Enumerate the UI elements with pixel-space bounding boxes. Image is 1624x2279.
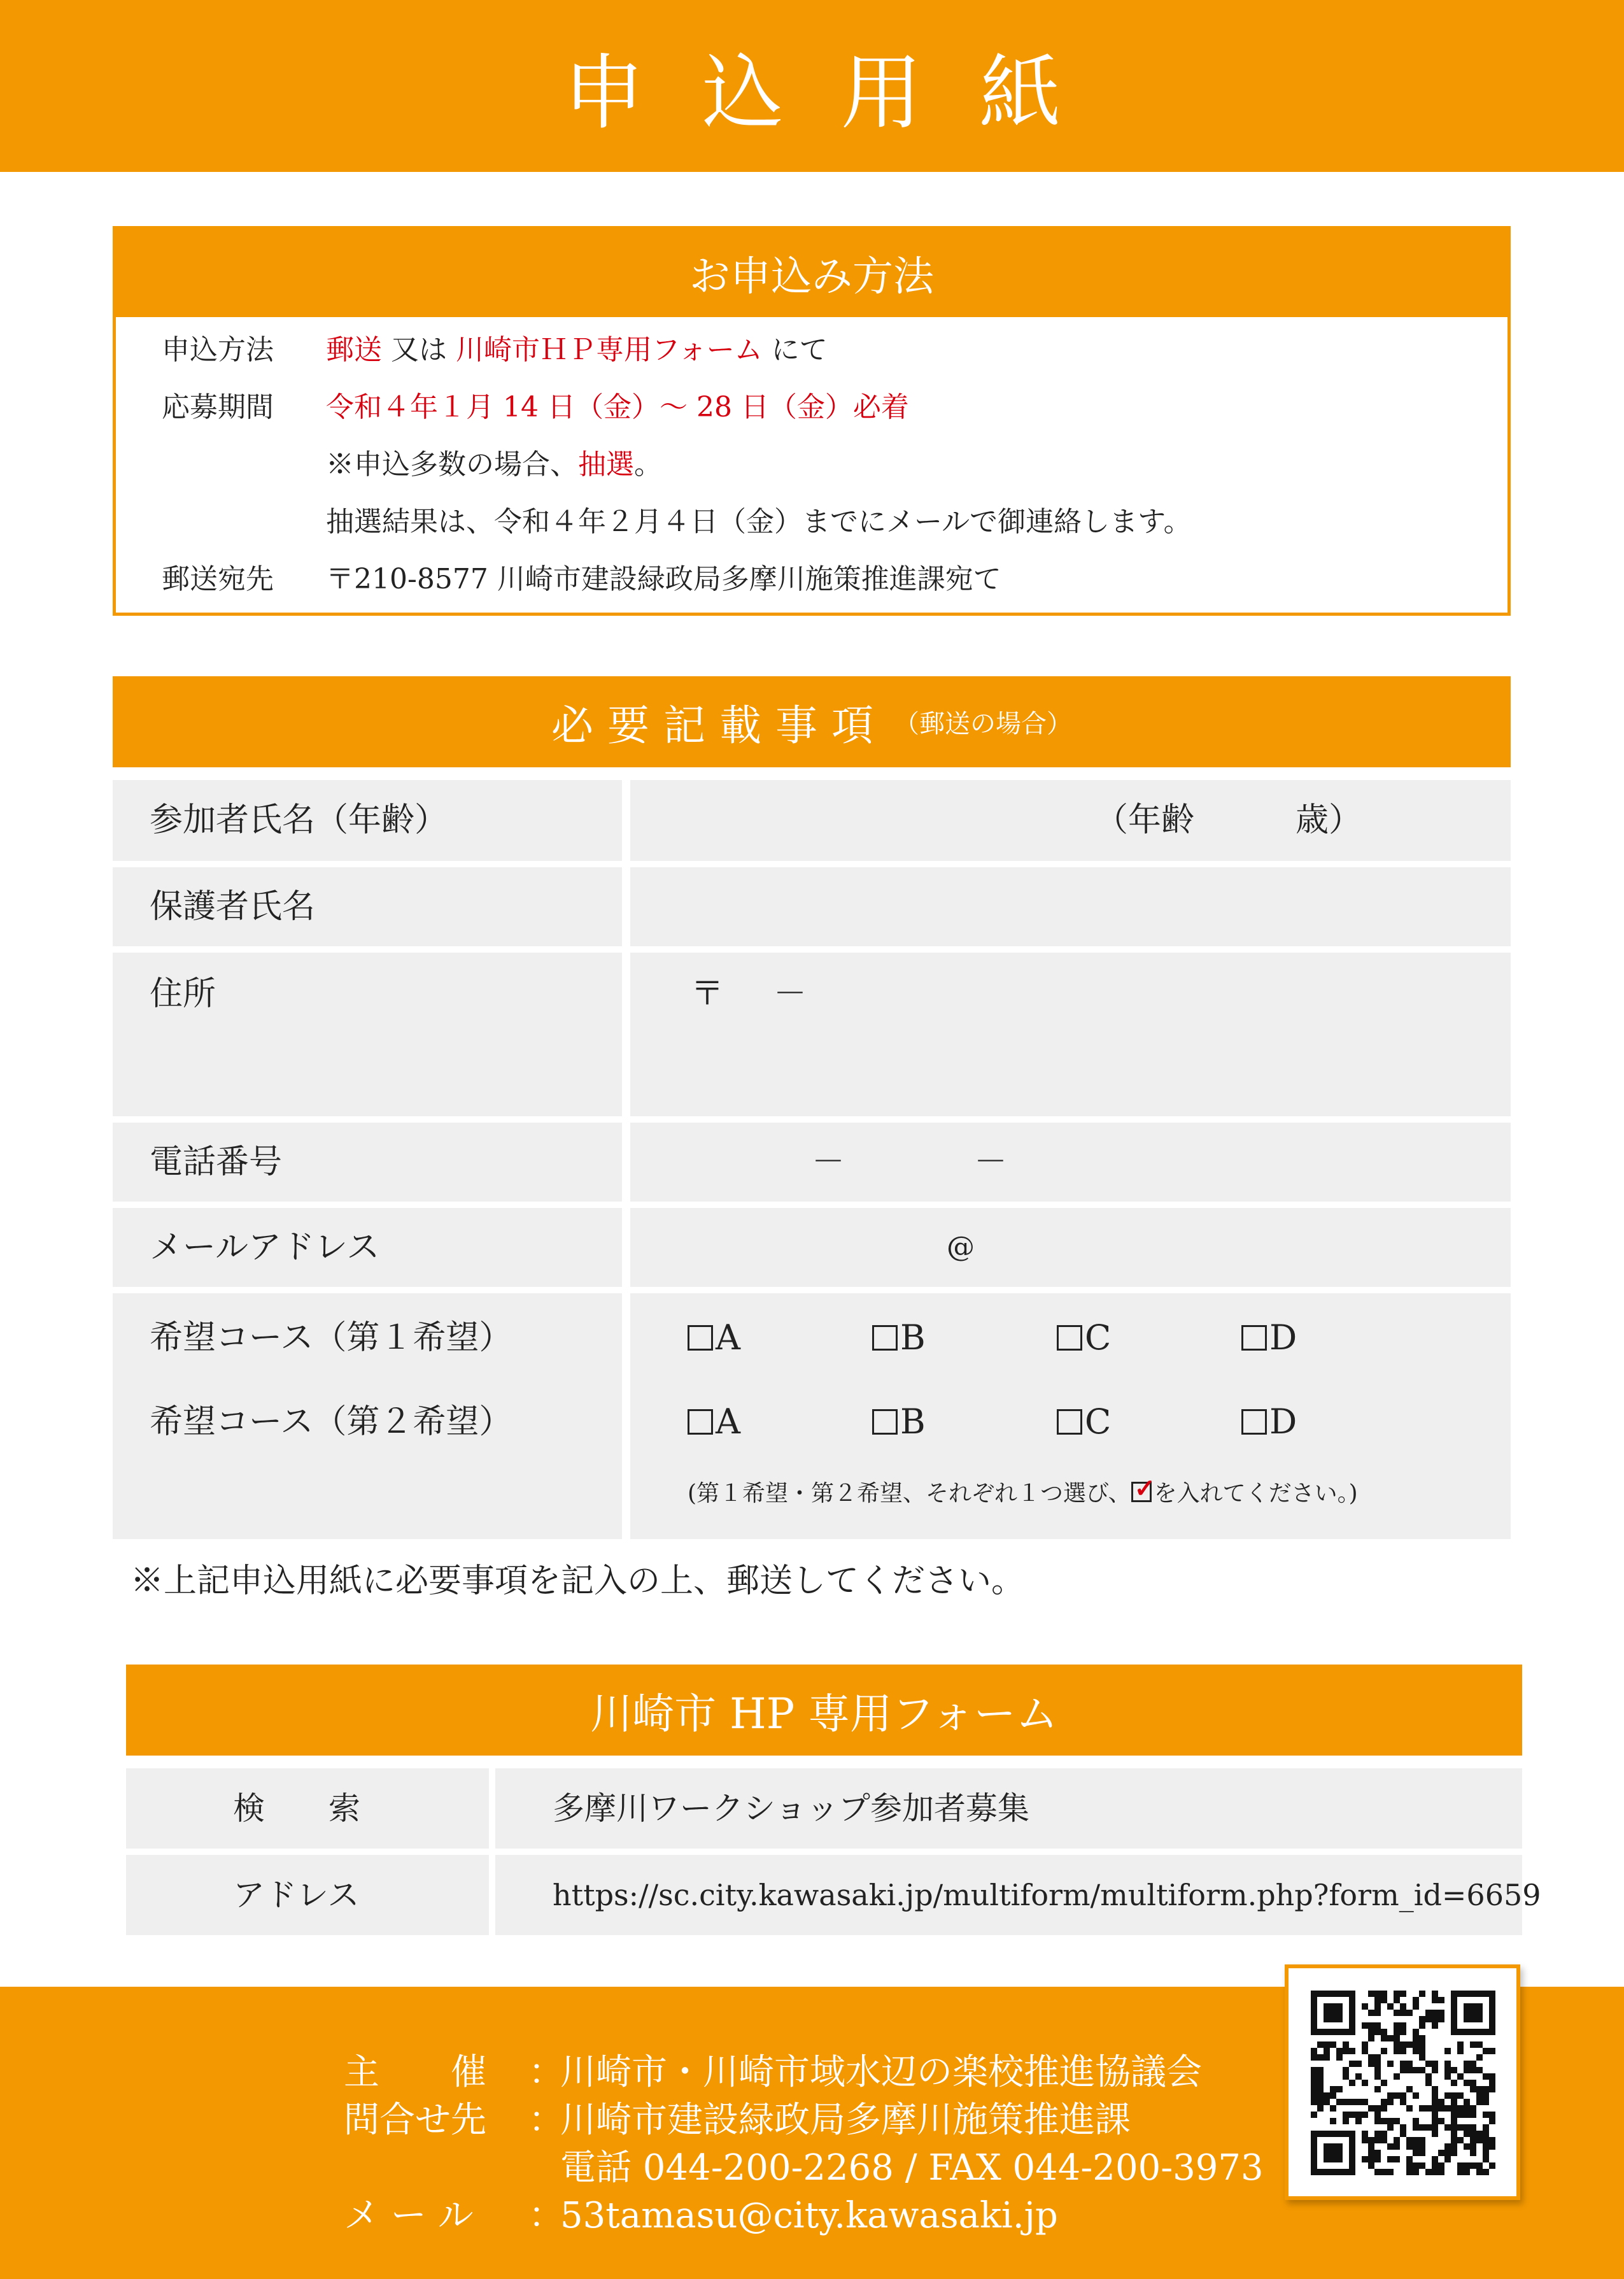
checkbox-icon[interactable] <box>688 1409 713 1435</box>
course-label-cell <box>113 1293 622 1539</box>
method-row-value <box>326 388 909 427</box>
checkbox-icon[interactable] <box>872 1409 898 1435</box>
phone-field[interactable] <box>630 1123 1511 1202</box>
address-value-cell-hp <box>495 1855 1541 1935</box>
address-label-cell <box>113 953 622 1116</box>
course-option-2-c[interactable] <box>1057 1400 1111 1444</box>
course-option-label: B <box>900 1317 926 1358</box>
organizer-value: 川崎市・川崎市域水辺の楽校推進協議会 <box>560 2052 1202 2093</box>
course-choice-cell <box>630 1293 1511 1539</box>
search-label: 検 索 <box>233 1790 360 1827</box>
method-row-label: 郵送宛先 <box>162 563 274 595</box>
postal-dash: － <box>773 975 807 1013</box>
email-separator: ： <box>528 2195 564 2236</box>
organizer-label: 主 催 <box>344 2052 486 2093</box>
method-row-value <box>326 560 1001 599</box>
guardian-label-cell <box>113 867 622 946</box>
checkbox-icon[interactable] <box>1241 1325 1267 1351</box>
course-option-label: A <box>716 1402 740 1442</box>
postal-mark: 〒 <box>691 975 724 1013</box>
required-items-subtitle: （郵送の場合） <box>894 709 1072 739</box>
checkbox-icon[interactable] <box>688 1325 713 1351</box>
course-option-1-b[interactable] <box>872 1316 926 1360</box>
course-option-2-d[interactable] <box>1241 1400 1297 1444</box>
choice-instruction-after: を入れてください。) <box>1154 1480 1358 1507</box>
page-header <box>0 0 1624 172</box>
email-row <box>344 2187 1058 2238</box>
participant-field[interactable] <box>630 780 1511 861</box>
participant-label-cell <box>113 780 622 861</box>
search-value-cell <box>495 1768 1522 1849</box>
method-row-value <box>326 446 662 484</box>
checkbox-icon[interactable] <box>1057 1325 1082 1351</box>
email-label: メールアドレス <box>150 1228 380 1267</box>
contact-separator: ： <box>528 2099 564 2141</box>
hp-address-label: アドレス <box>233 1877 360 1913</box>
checkbox-icon[interactable] <box>872 1325 898 1351</box>
address-label-cell-hp <box>126 1855 489 1935</box>
method-row-text: 又は <box>382 334 456 366</box>
course-option-label: C <box>1085 1317 1112 1358</box>
method-row-text: 抽選結果は、令和４年２月４日（金）までにメールで御連絡します。 <box>326 506 1192 538</box>
qr-code-icon[interactable] <box>1311 1991 1495 2175</box>
hp-form-heading: 川崎市 HP 専用フォーム <box>126 1665 1522 1756</box>
footer-email-label: メ ー ル <box>344 2195 474 2236</box>
contact-phone: 電話 044-200-2268 / FAX 044-200-3973 <box>560 2147 1264 2189</box>
guardian-label: 保護者氏名 <box>150 888 316 926</box>
age-open: （年齢 <box>1095 801 1195 839</box>
course-option-1-d[interactable] <box>1241 1316 1297 1360</box>
phone-dash-2: － <box>974 1143 1008 1181</box>
participant-label: 参加者氏名（年齢） <box>150 801 448 839</box>
age-close: 歳） <box>1296 801 1362 839</box>
course-option-1-a[interactable] <box>688 1316 740 1360</box>
sample-checkbox <box>1131 1473 1156 1503</box>
course-option-1-c[interactable] <box>1057 1316 1111 1360</box>
course-option-2-b[interactable] <box>872 1400 926 1444</box>
tick-icon: ✓ <box>1134 1473 1156 1503</box>
contact-row <box>344 2092 1131 2143</box>
application-method-section <box>113 226 1511 616</box>
checkbox-icon[interactable] <box>1057 1409 1082 1435</box>
course-option-label: D <box>1269 1402 1297 1442</box>
organizer-separator: ： <box>528 2052 564 2093</box>
method-row-text: 郵送 <box>326 334 382 366</box>
contact-value: 川崎市建設緑政局多摩川施策推進課 <box>560 2099 1131 2141</box>
phone-row <box>560 2140 1264 2190</box>
choice-instruction <box>688 1475 1358 1513</box>
address-field[interactable] <box>630 953 1511 1116</box>
phone-dash-1: － <box>812 1143 845 1181</box>
method-row-value <box>326 331 828 369</box>
checkbox-icon[interactable] <box>1241 1409 1267 1435</box>
method-row-label: 応募期間 <box>162 391 274 423</box>
qr-code-frame <box>1285 1964 1520 2200</box>
method-row-text: 。 <box>634 448 662 481</box>
course-option-2-a[interactable] <box>688 1400 740 1444</box>
course1-label: 希望コース（第１希望） <box>150 1319 512 1357</box>
guardian-field[interactable] <box>630 867 1511 946</box>
organizer-row <box>344 2044 1202 2095</box>
required-items-heading <box>113 676 1511 767</box>
method-heading: お申込み方法 <box>116 229 1507 317</box>
page-title: 申込用紙 <box>563 46 1119 141</box>
method-row-text: 〒210-8577 川崎市建設緑政局多摩川施策推進課宛て <box>326 563 1001 595</box>
course-option-label: A <box>716 1317 740 1358</box>
email-field[interactable] <box>630 1208 1511 1287</box>
method-row-text: 抽選 <box>578 448 634 481</box>
mail-instruction-note: ※上記申込用紙に必要事項を記入の上、郵送してください。 <box>131 1562 1025 1600</box>
method-row-text: にて <box>762 334 828 366</box>
method-row-text: 川崎市ＨＰ専用フォーム <box>455 334 763 366</box>
method-row-text: ※申込多数の場合、 <box>326 448 578 481</box>
hp-form-url[interactable]: https://sc.city.kawasaki.jp/multiform/multiform.php?form_id=6659 <box>553 1878 1541 1912</box>
address-label: 住所 <box>150 975 216 1013</box>
footer-email-value[interactable]: 53tamasu@city.kawasaki.jp <box>560 2195 1058 2236</box>
search-label-cell <box>126 1768 489 1849</box>
method-row-text: 令和４年１月 14 日（金）～ 28 日（金）必着 <box>326 391 909 423</box>
choice-instruction-before: (第１希望・第２希望、それぞれ１つ選び、 <box>688 1480 1131 1507</box>
course-option-label: B <box>900 1402 926 1442</box>
phone-label-cell <box>113 1123 622 1202</box>
contact-label: 問合せ先 <box>344 2099 486 2141</box>
email-label-cell <box>113 1208 622 1287</box>
method-row-label: 申込方法 <box>162 334 274 366</box>
required-items-title: 必要記載事項 <box>551 701 887 750</box>
course-option-label: C <box>1085 1402 1112 1442</box>
search-keyword: 多摩川ワークショップ参加者募集 <box>553 1790 1029 1827</box>
phone-label: 電話番号 <box>150 1143 283 1181</box>
method-row-value <box>326 503 1192 541</box>
course2-label: 希望コース（第２希望） <box>150 1403 512 1441</box>
email-at: @ <box>947 1231 975 1263</box>
course-option-label: D <box>1269 1317 1297 1358</box>
